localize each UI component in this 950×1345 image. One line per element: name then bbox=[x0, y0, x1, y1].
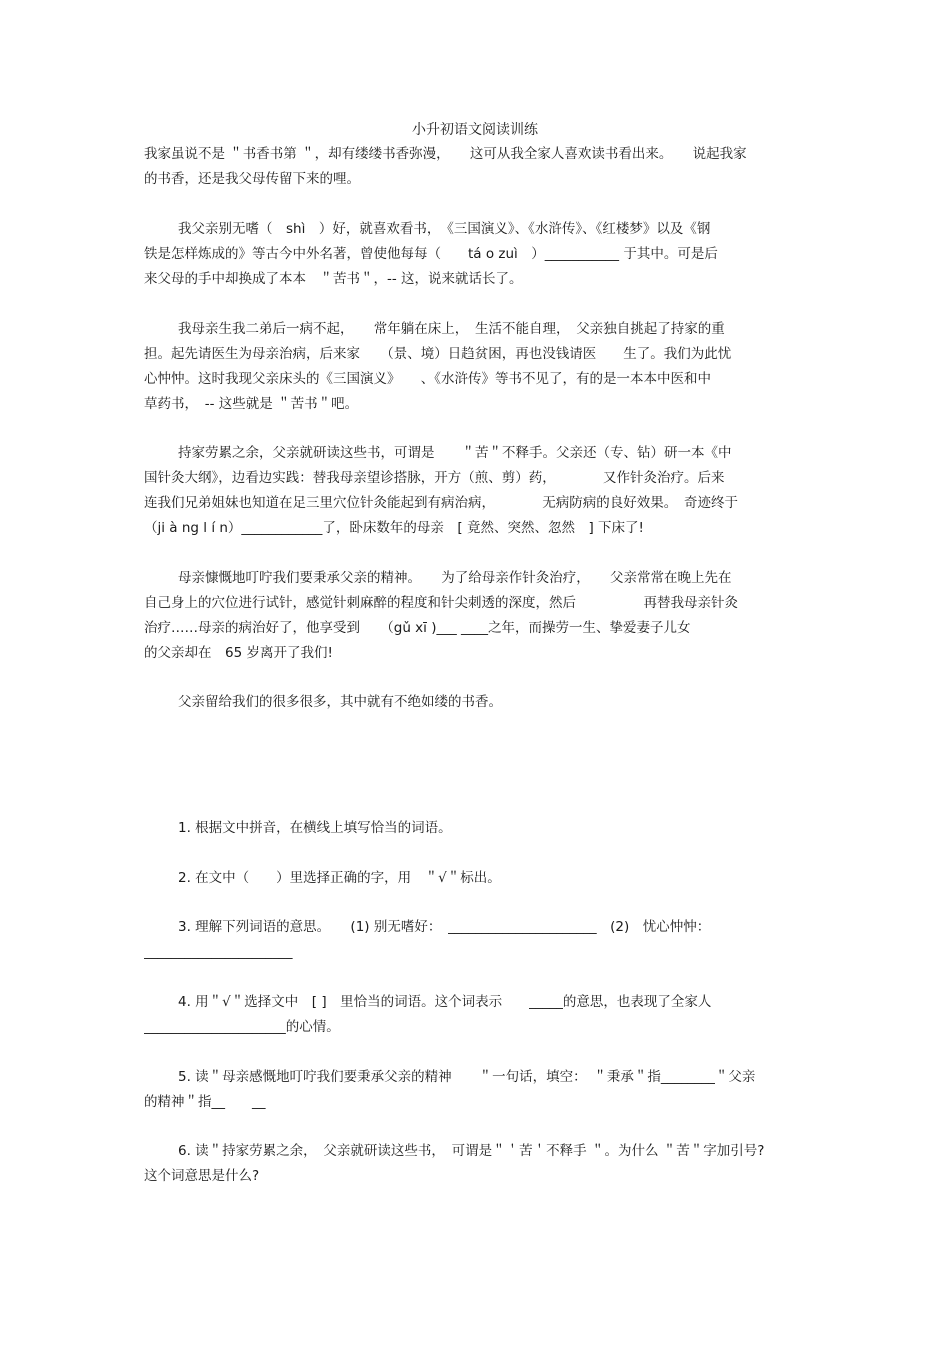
text-line: 国针灸大纲》，边看边实践：替我母亲望诊搭脉，开方（煎、剪）药， 又作针灸治疗。后来 bbox=[144, 470, 725, 486]
text-line: 草药书， -- 这些就是 ＂苦书＂吧。 bbox=[144, 396, 359, 412]
text-line: 父亲留给我们的很多很多，其中就有不绝如缕的书香。 bbox=[178, 694, 502, 710]
text-line: （ji à ng l í n）____________了，卧床数年的母亲 [ 竟然、突然、忽然 ] 下床了! bbox=[144, 520, 644, 536]
passage-paragraph-6 bbox=[144, 690, 806, 715]
text-line: 我父亲别无嗜（ shì ）好，就喜欢看书， 《三国演义》、《水浒传》、《红楼梦》以及《钢 bbox=[178, 221, 711, 237]
question-line: 1. 根据文中拼音，在横线上填写恰当的词语。 bbox=[178, 820, 452, 836]
text-line: 我家虽说不是 ＂书香书第 ＂，却有缕缕书香弥漫， 这可从我全家人喜欢读书看出来。 说起我家 bbox=[144, 146, 747, 162]
text-line: 母亲慷慨地叮咛我们要秉承父亲的精神。 为了给母亲作针灸治疗， 父亲常常在晚上先在 bbox=[178, 570, 732, 586]
question-line: 4. 用＂√＂选择文中 [ ] 里恰当的词语。这个词表示 _____的意思，也表现了全家人 bbox=[178, 994, 712, 1010]
question-line: 的精神＂指__ __ bbox=[144, 1094, 266, 1110]
text-line: 的书香，还是我父母传留下来的哩。 bbox=[144, 171, 360, 187]
text-line: 铁是怎样炼成的》等古今中外名著，曾使他每每（ tá o zuì ）___________ 于其中。可是后 bbox=[144, 246, 718, 262]
question-5 bbox=[144, 1065, 806, 1115]
text-line: 治疗……母亲的病治好了，他享受到 （gǔ xī )___ ____之年，而操劳一生、挚爱妻子儿女 bbox=[144, 620, 691, 636]
text-line: 我母亲生我二弟后一病不起， 常年躺在床上， 生活不能自理， 父亲独自挑起了持家的重 bbox=[178, 321, 725, 337]
document-title: 小升初语文阅读训练 bbox=[412, 122, 538, 138]
text-line: 来父母的手中却换成了本本 ＂苦书＂，-- 这，说来就话长了。 bbox=[144, 271, 523, 287]
question-4 bbox=[144, 990, 806, 1040]
text-line: 担。起先请医生为母亲治病，后来家 （景、境）日趋贫困，再也没钱请医 生了。我们为此忧 bbox=[144, 346, 732, 362]
text-line: 的父亲却在 65 岁离开了我们! bbox=[144, 645, 333, 661]
text-line: 持家劳累之余，父亲就研读这些书，可谓是 ＂苦＂不释手。父亲还（专、钻）研一本《中 bbox=[178, 445, 732, 461]
question-2 bbox=[144, 866, 806, 891]
question-6 bbox=[144, 1139, 806, 1189]
question-1 bbox=[144, 816, 806, 841]
passage-paragraph-1 bbox=[144, 142, 806, 192]
text-line: 自己身上的穴位进行试针，感觉针刺麻醉的程度和针尖刺透的深度，然后 再替我母亲针灸 bbox=[144, 595, 738, 611]
text-line: 心忡忡。这时我现父亲床头的《三国演义》 、《水浒传》等书不见了，有的是一本本中医和中 bbox=[144, 371, 711, 387]
question-line: 6. 读＂持家劳累之余， 父亲就研读这些书， 可谓是＂＇苦＇不释手 ＂。为什么 ＂苦＂字加引号? bbox=[178, 1143, 765, 1159]
passage-paragraph-2 bbox=[144, 217, 806, 292]
text-line: 连我们兄弟姐妹也知道在足三里穴位针灸能起到有病治病， 无病防病的良好效果。 奇迹终于 bbox=[144, 495, 738, 511]
passage-paragraph-5 bbox=[144, 566, 806, 666]
question-3 bbox=[144, 915, 806, 965]
question-line: 3. 理解下列词语的意思。 (1) 别无嗜好： ______________________ (2) 忧心忡忡： bbox=[178, 919, 711, 935]
question-line: 2. 在文中（ ）里选择正确的字，用 ＂√＂标出。 bbox=[178, 870, 501, 886]
question-line: 这个词意思是什么? bbox=[144, 1168, 260, 1184]
question-line: ______________________ bbox=[144, 944, 293, 960]
question-line: 5. 读＂母亲感慨地叮咛我们要秉承父亲的精神 ＂一句话，填空： ＂秉承＂指________＂父亲 bbox=[178, 1069, 756, 1085]
question-line: _____________________的心情。 bbox=[144, 1019, 340, 1035]
passage-paragraph-4 bbox=[144, 441, 806, 541]
passage-paragraph-3 bbox=[144, 317, 806, 417]
